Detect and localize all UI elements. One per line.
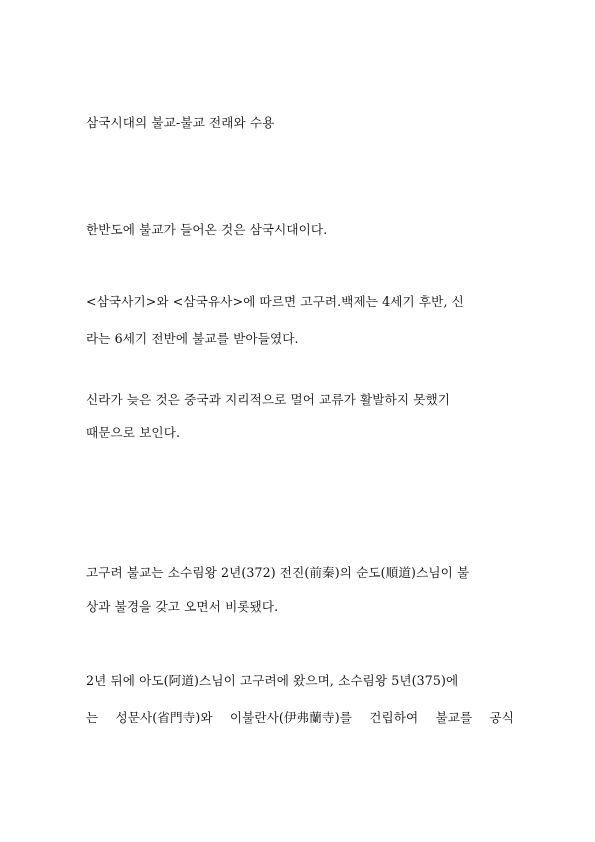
word: 건립하여 [369,710,419,725]
word: 는 [86,710,99,725]
paragraph-2-line-1: <삼국사기>와 <삼국유사>에 따르면 고구려.백제는 4세기 후반, 신 [86,294,464,309]
word: 불교를 [435,710,473,725]
paragraph-4-line-1: 고구려 불교는 소수림왕 2년(372) 전진(前秦)의 순도(順道)스님이 불 [86,565,470,580]
paragraph-3-line-1: 신라가 늦은 것은 중국과 지리적으로 멀어 교류가 활발하지 못했기 [86,392,450,407]
paragraph-1: 한반도에 불교가 들어온 것은 삼국시대이다. [86,222,328,237]
word: 이불란사(伊弗蘭寺)를 [229,710,352,725]
paragraph-5-line-2 [86,710,514,726]
word: 공식 [489,710,514,725]
paragraph-3-line-2: 때문으로 보인다. [86,425,181,440]
word: 성문사(省門寺)와 [115,710,213,725]
document-title: 삼국시대의 불교-불교 전래와 수용 [86,115,275,130]
paragraph-2-line-2: 라는 6세기 전반에 불교를 받아들였다. [86,331,299,346]
paragraph-4-line-2: 상과 불경을 갖고 오면서 비롯됐다. [86,599,279,614]
paragraph-5-line-1: 2년 뒤에 아도(阿道)스님이 고구려에 왔으며, 소수림왕 5년(375)에 [86,673,459,688]
